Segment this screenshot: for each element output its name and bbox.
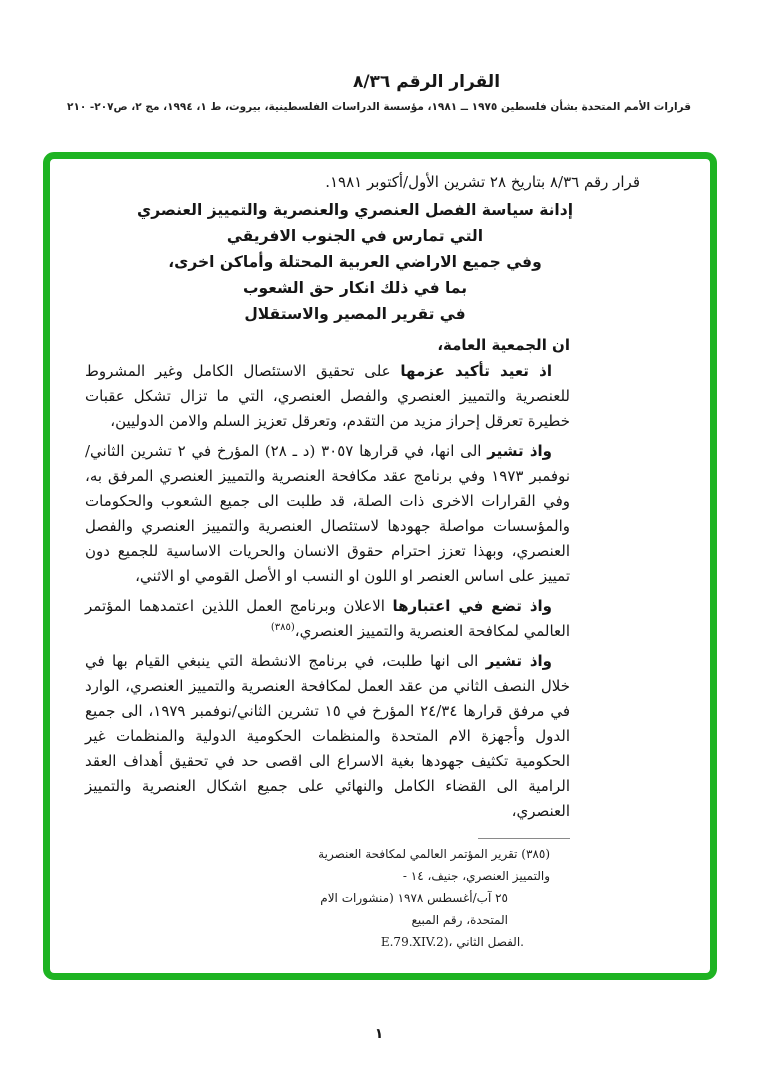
paragraph-body: على تحقيق الاستئصال الكامل وغير المشروط للعنصرية والتمييز العنصري والفصل العنصري، التي ما تزال تشكل عقبات خطيرة تعرقل إحراز مزيد من التقدم، وتعرقل تعزيز السلم والامن الدوليين، xyxy=(85,362,570,430)
paragraph xyxy=(85,359,570,434)
resolution-heading xyxy=(85,197,625,327)
paragraph xyxy=(85,594,570,644)
heading-line: في تقرير المصير والاستقلال xyxy=(244,304,466,323)
heading-line: وفي جميع الاراضي العربية المحتلة وأماكن اخرى، xyxy=(168,252,542,271)
opening-line: ان الجمعية العامة، xyxy=(437,336,570,354)
paragraph-body: الى انها طلبت، في برنامج الانشطة التي ينبغي القيام بها في خلال النصف الثاني من عقد العمل لمكافحة العنصرية والتمييز العنصري، الوارد في مرفق قرارها ٢٤/٣٤ المؤرخ في ١٥ تشرين الثاني/نوفمبر ١٩٧٩، الى جميع الدول وأجهزة الام المتحدة والمنظمات الحكومية الدولية والمنظمات غير الحكومية تكثيف جهودها بغية الاسراع الى اقصى حد في تحقيق أهداف العقد الرامية الى القضاء الكامل والنهائي على جميع اشكال العنصرية والتمييز العنصري، xyxy=(85,652,570,820)
page-title: القرار الرقم ٨/٣٦ xyxy=(352,72,501,92)
paragraph-lead: واذ تضع في اعتبارها xyxy=(392,597,552,615)
paragraph-body: الى انها، في قرارها ٣٠٥٧ (د ـ ٢٨) المؤرخ في ٢ تشرين الثاني/نوفمبر ١٩٧٣ وفي برنامج عقد مكافحة العنصرية والتمييز العنصري المرفق به، وفي القرارات الاخرى ذات الصلة، قد طلبت الى جميع الشعوب والحكومات والمؤسسات مواصلة جهودها لاستئصال العنصرية والتمييز العنصري والفصل العنصري، وبهذا تعزز احترام حقوق الانسان والحريات الاساسية للجميع دون تمييز على اساس العنصر او اللون او النسب او الأصل القومي او الاثني، xyxy=(85,442,570,585)
footnote-line: (٣٨٥) تقرير المؤتمر العالمي لمكافحة العنصرية والتمييز العنصري، جنيف، ١٤ - xyxy=(318,847,550,883)
heading-line: بما في ذلك انكار حق الشعوب xyxy=(242,278,468,297)
resolution-frame xyxy=(43,152,717,980)
heading-line: إدانة سياسة الفصل العنصري والعنصرية والتمييز العنصري xyxy=(136,200,574,219)
date-line: قرار رقم ٨/٣٦ بتاريخ ٢٨ تشرين الأول/أكتوبر ١٩٨١. xyxy=(325,173,640,191)
paragraph-lead: واذ تشير xyxy=(485,652,552,670)
paragraph-lead: اذ تعيد تأكيد عزمها xyxy=(400,362,552,380)
citation-line: قرارات الأمم المتحدة بشأن فلسطين ١٩٧٥ ــ ١٩٨١، مؤسسة الدراسات الفلسطينية، بيروت، ط ١، ١٩٩٤، مج ٢، ص٢٠٧- ٢١٠ xyxy=(67,101,691,113)
paragraph xyxy=(85,439,570,589)
footnote-rule xyxy=(478,838,570,839)
page-header xyxy=(0,72,758,113)
heading-line: التي تمارس في الجنوب الافريقي xyxy=(226,226,484,245)
footnote-ref: (٣٨٥) xyxy=(270,622,295,633)
page-number: ١ xyxy=(374,1026,384,1042)
footnote xyxy=(278,843,550,953)
paragraph-lead: واذ تشير xyxy=(487,442,552,460)
paragraph-body: الاعلان وبرنامج العمل اللذين اعتمدهما المؤتمر العالمي لمكافحة العنصرية والتمييز العنصري، xyxy=(85,597,570,640)
footnote-line: ٢٥ آب/أغسطس ١٩٧٨ (منشورات الام المتحدة، رقم المبيع xyxy=(320,891,508,927)
text-column xyxy=(85,197,574,953)
paragraph xyxy=(85,649,570,824)
footnote-line: E.79.XIV.2)، الفصل الثاني. xyxy=(380,935,524,949)
